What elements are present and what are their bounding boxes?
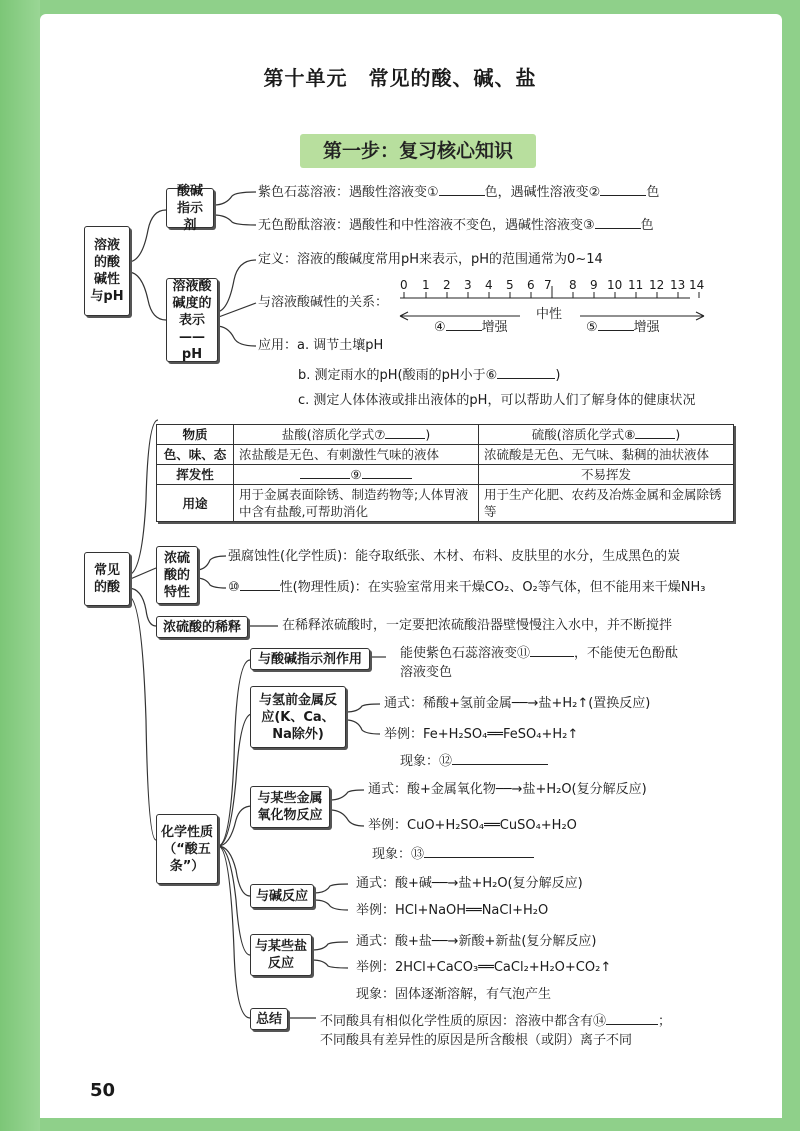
with-metal-oxide-node: 与某些金属氧化物反应	[250, 786, 330, 828]
oxide-general-formula: 通式：酸+金属氧化物──→盐+H₂O(复分解反应)	[368, 782, 647, 797]
table-row	[157, 465, 734, 485]
blank-9-right[interactable]	[362, 466, 412, 479]
ph-application-c: c. 测定人体体液或排出液体的pH，可以帮助人们了解身体的健康状况	[298, 393, 696, 408]
table-cell: 用于金属表面除锈、制造药物等;人体胃液中含有盐酸,可帮助消化	[234, 485, 479, 522]
table-row	[157, 445, 734, 465]
unit-title: 第十单元 常见的酸、碱、盐	[263, 66, 537, 90]
table-cell: 色、味、态	[157, 445, 234, 465]
blank-9-left[interactable]	[300, 466, 350, 479]
salt-phenomenon: 现象：固体逐渐溶解，有气泡产生	[356, 987, 552, 1002]
table-cell: ⑨	[234, 465, 479, 485]
with-salt-node: 与某些盐反应	[250, 934, 312, 976]
conc-sulfuric-dilution-node: 浓硫酸的稀释	[156, 616, 248, 638]
ph-tick-label: 13	[670, 278, 686, 292]
ph-application-b: b. 测定雨水的pH(酸雨的pH小于⑥ )	[298, 368, 561, 383]
root-common-acids: 常见的酸	[84, 552, 130, 606]
acid-properties-table	[156, 424, 734, 522]
salt-example: 举例：2HCl+CaCO₃══CaCl₂+H₂O+CO₂↑	[356, 960, 612, 975]
with-indicator-node: 与酸碱指示剂作用	[250, 648, 370, 670]
table-cell: 浓硫酸是无色、无气味、黏稠的油状液体	[479, 445, 734, 465]
page-number: 50	[90, 1080, 116, 1101]
ph-tick-label: 12	[649, 278, 665, 292]
metal-example: 举例：Fe+H₂SO₄══FeSO₄+H₂↑	[384, 727, 579, 742]
with-base-node: 与碱反应	[250, 884, 314, 908]
ph-tick-label: 11	[628, 278, 644, 292]
blank-12[interactable]	[452, 752, 548, 765]
conc-corrosive-line: 强腐蚀性(化学性质)：能夺取纸张、木材、布料、皮肤里的水分，生成黑色的炭	[228, 549, 681, 564]
blank-5[interactable]	[598, 318, 634, 331]
ph-right-label: ⑤ 增强	[586, 320, 660, 335]
conc-sulfuric-properties-node: 浓硫酸的特性	[156, 546, 198, 604]
litmus-line: 紫色石蕊溶液：遇酸性溶液变① 色，遇碱性溶液变② 色	[258, 185, 660, 200]
ph-tick-label: 0	[400, 278, 408, 292]
blank-4[interactable]	[446, 318, 482, 331]
conc-hygroscopic-line: ⑩ 性(物理性质)：在实验室常用来干燥CO₂、O₂等气体，但不能用来干燥NH₃	[228, 580, 706, 595]
ph-tick-label: 8	[569, 278, 577, 292]
ph-tick-label: 14	[689, 278, 705, 292]
table-cell: 挥发性	[157, 465, 234, 485]
indicator-effect-line1: 能使紫色石蕊溶液变⑪ ，不能使无色酚酞	[400, 646, 679, 661]
root-acidity-ph: 溶液的酸碱性与pH	[84, 226, 130, 316]
ph-tick-label: 5	[506, 278, 514, 292]
metal-phenomenon: 现象：⑫	[400, 752, 548, 771]
chemical-properties-node: 化学性质（“酸五条”）	[156, 814, 218, 884]
ph-application-a: 应用：a. 调节土壤pH	[258, 338, 384, 353]
blank-13[interactable]	[424, 845, 534, 858]
ph-tick-label: 1	[422, 278, 430, 292]
ph-tick-label: 2	[443, 278, 451, 292]
ph-tick-label: 4	[485, 278, 493, 292]
summary-node: 总结	[250, 1008, 288, 1030]
ph-left-label: ④ 增强	[434, 320, 508, 335]
table-cell: 用于生产化肥、农药及冶炼金属和金属除锈等	[479, 485, 734, 522]
blank-2[interactable]	[600, 183, 646, 196]
with-active-metal-node: 与氢前金属反应(K、Ca、Na除外)	[250, 686, 346, 748]
blank-3[interactable]	[595, 216, 641, 229]
table-cell: 用途	[157, 485, 234, 522]
step-banner: 第一步：复习核心知识	[300, 134, 536, 168]
ph-tick-label: 6	[527, 278, 535, 292]
blank-10[interactable]	[240, 578, 280, 591]
ph-relation-label: 与溶液酸碱性的关系：	[258, 295, 389, 310]
ph-expression-node: 溶液酸碱度的表示——pH	[166, 278, 218, 362]
table-header-row	[157, 425, 734, 445]
table-header-cell: 盐酸(溶质化学式⑦ )	[234, 425, 479, 445]
blank-7[interactable]	[385, 426, 425, 439]
salt-general-formula: 通式：酸+盐──→新酸+新盐(复分解反应)	[356, 934, 597, 949]
table-cell: 不易挥发	[479, 465, 734, 485]
summary-line1: 不同酸具有相似化学性质的原因：溶液中都含有⑭ ；	[320, 1014, 672, 1029]
blank-14[interactable]	[606, 1012, 658, 1025]
acid-base-indicator-node: 酸碱指示剂	[166, 188, 214, 228]
blank-11[interactable]	[530, 644, 574, 657]
table-header-cell: 硫酸(溶质化学式⑧ )	[479, 425, 734, 445]
ph-neutral-label: 中性	[532, 306, 566, 324]
summary-line2: 不同酸具有差异性的原因是所含酸根（或阴）离子不同	[320, 1033, 633, 1048]
dilution-text: 在稀释浓硫酸时，一定要把浓硫酸沿器壁慢慢注入水中，并不断搅拌	[282, 618, 673, 633]
ph-tick-label: 7	[544, 278, 552, 292]
ph-tick-label: 9	[590, 278, 598, 292]
oxide-phenomenon: 现象：⑬	[372, 845, 534, 864]
table-row	[157, 485, 734, 522]
blank-6[interactable]	[497, 366, 555, 379]
table-cell: 浓盐酸是无色、有刺激性气味的液体	[234, 445, 479, 465]
ph-tick-label: 3	[464, 278, 472, 292]
ph-tick-label: 10	[607, 278, 623, 292]
indicator-effect-line2: 溶液变色	[400, 665, 453, 680]
blank-1[interactable]	[439, 183, 485, 196]
base-example: 举例：HCl+NaOH══NaCl+H₂O	[356, 903, 549, 918]
ph-definition: 定义：溶液的酸碱度常用pH来表示，pH的范围通常为0~14	[258, 252, 603, 267]
base-general-formula: 通式：酸+碱──→盐+H₂O(复分解反应)	[356, 876, 583, 891]
metal-general-formula: 通式：稀酸+氢前金属──→盐+H₂↑(置换反应)	[384, 696, 651, 711]
oxide-example: 举例：CuO+H₂SO₄══CuSO₄+H₂O	[368, 818, 577, 833]
table-header-cell: 物质	[157, 425, 234, 445]
phenolphthalein-line: 无色酚酞溶液：遇酸性和中性溶液不变色，遇碱性溶液变③ 色	[258, 218, 654, 233]
blank-8[interactable]	[635, 426, 675, 439]
